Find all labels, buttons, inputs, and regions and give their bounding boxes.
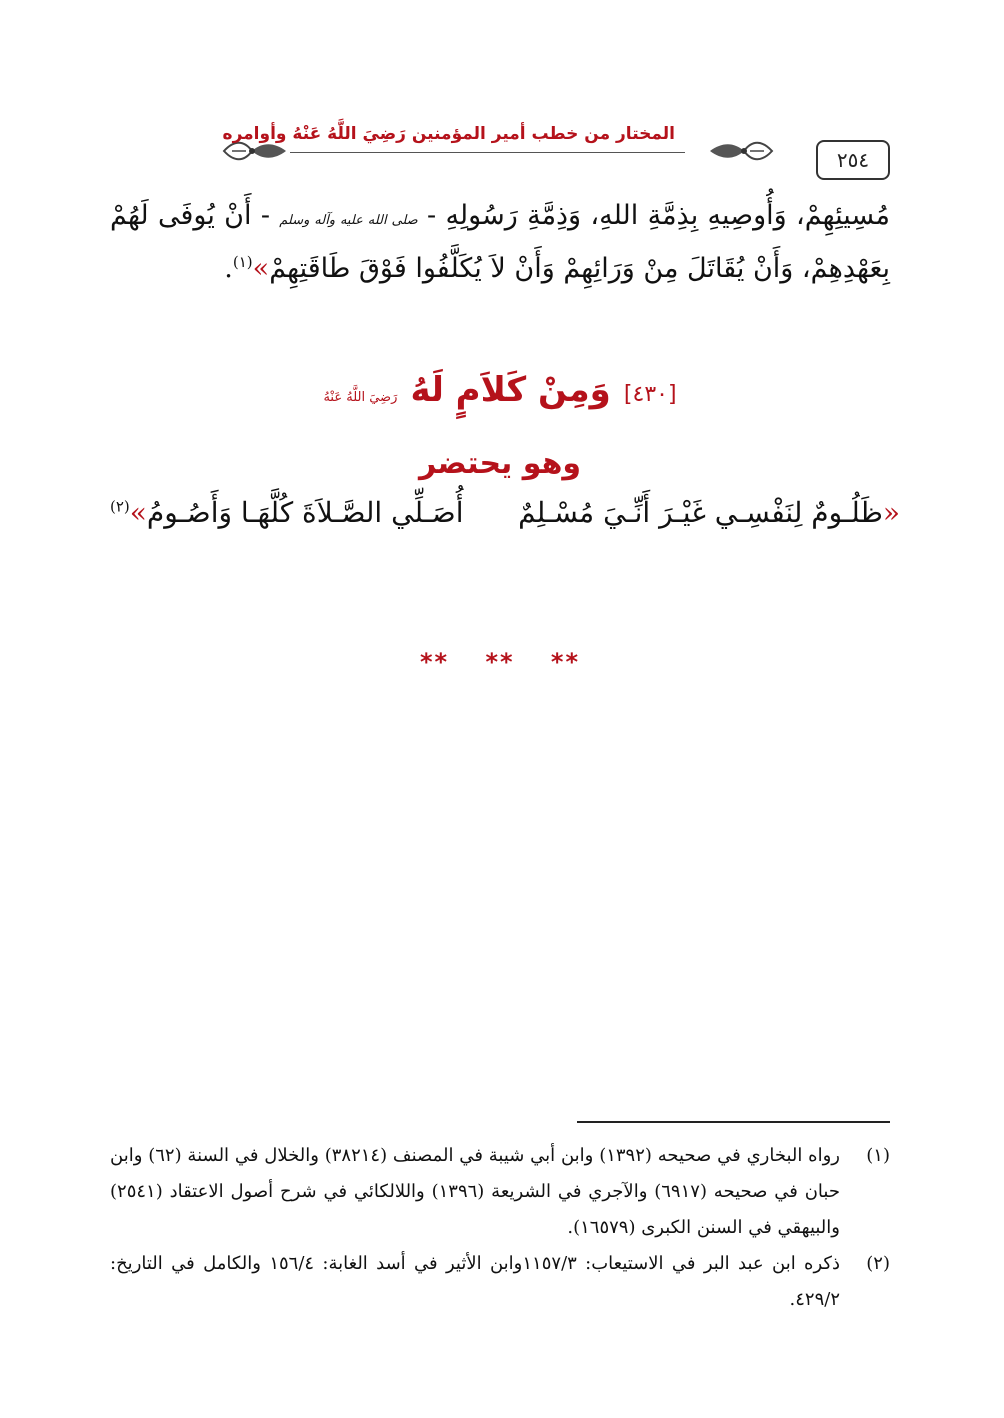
- body-paragraph: [110, 192, 890, 293]
- poetry-verse: [110, 492, 900, 542]
- section-subtitle: وهو يحتضر: [418, 446, 582, 481]
- footnote-item: [110, 1138, 890, 1246]
- section-heading: [110, 370, 890, 410]
- section-number: [٤٣٠]: [623, 382, 677, 407]
- footnote-ref-2[interactable]: (٢): [110, 497, 130, 516]
- ornament-right-icon: [708, 138, 774, 164]
- body-text-start: مُسِيئِهِمْ، وَأُوصِيهِ بِذِمَّةِ اللهِ، وَذِمَّةِ رَسُولِهِ -: [417, 200, 890, 231]
- footnote-number: (١): [866, 1145, 890, 1166]
- footnote-text: رواه البخاري في صحيحه (١٣٩٢) وابن أبي شيبة في المصنف (٣٨٢١٤) والخلال في السنة (٦٢) وابن حبان في صحيحه (٦٩١٧) والآجري في الشريعة (١٣٩٦) واللالكائي في شرح أصول الاعتقاد (٢٥٤١) والبيهقي في السنن الكبرى (١٦٥٧٩).: [110, 1145, 841, 1238]
- closing-quote-mark: »: [252, 253, 270, 284]
- footnote-text: ذكره ابن عبد البر في الاستيعاب: ١١٥٧/٣وابن الأثير في أسد الغابة: ١٥٦/٤ والكامل في التاريخ: ٤٢٩/٢.: [110, 1253, 841, 1310]
- running-title: المختار من خطب أمير المؤمنين رَضِيَ اللَّهُ عَنْهُ وأوامره: [222, 124, 675, 144]
- page-header: [110, 118, 890, 188]
- verse-hemistich-first: [518, 496, 900, 529]
- verse-close-quote: »: [129, 496, 147, 529]
- footnotes: [110, 1138, 890, 1318]
- section-title: وَمِنْ كَلاَمٍ لَهُ: [410, 370, 611, 410]
- footnote-item: [110, 1246, 890, 1318]
- salutation-text: صلى الله عليه وآله وسلم: [279, 213, 418, 228]
- footnote-number: (٢): [866, 1253, 890, 1274]
- end-punctuation: .: [224, 253, 233, 284]
- body-text-end: - أَنْ يُوفَى لَهُمْ بِعَهْدِهِمْ، وَأَنْ يُقَاتَلَ مِنْ وَرَائِهِمْ وَأَنْ لاَ يُكَلَّفُوا فَوْقَ طَاقَتِهِمْ: [110, 200, 890, 284]
- page-number: ٢٥٤: [816, 140, 890, 180]
- hemistich-1-text: ظَلُـومٌ لِنَفْسِـي غَيْـرَ أَنِّـيَ مُسْـلِمٌ: [518, 496, 883, 529]
- verse-hemistich-second: [110, 496, 463, 529]
- footnote-divider: [577, 1121, 890, 1123]
- section-honorific: رَضِيَ اللَّهُ عَنْهُ: [323, 390, 398, 405]
- verse-open-quote: «: [882, 496, 900, 529]
- header-rule: [290, 152, 685, 153]
- hemistich-2-text: أُصَـلِّي الصَّـلاَةَ كُلَّهَـا وَأَصُـومُ: [146, 496, 464, 529]
- section-separator: ** ** **: [419, 648, 580, 676]
- footnote-ref-1[interactable]: (١): [232, 253, 253, 271]
